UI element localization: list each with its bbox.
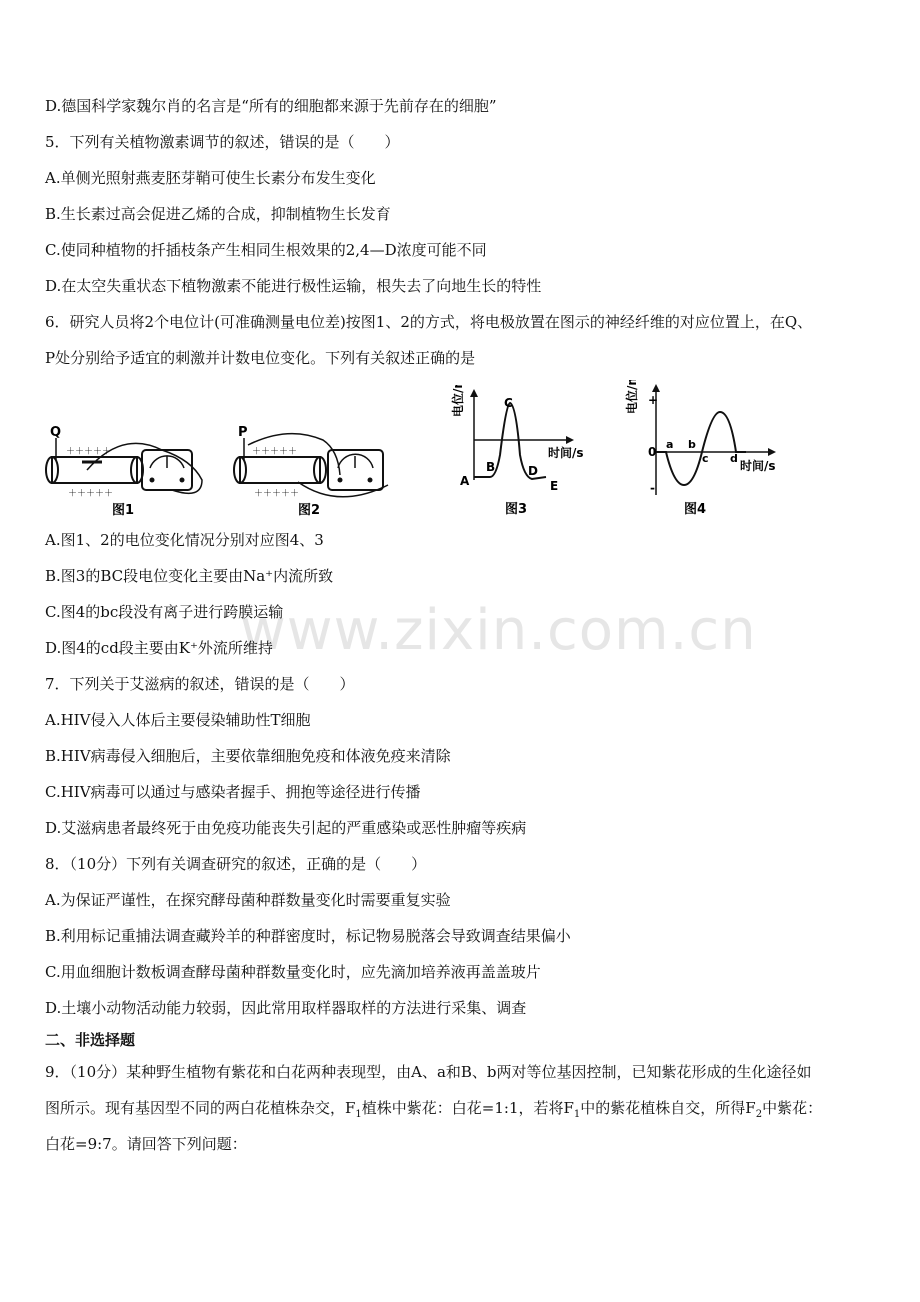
question-6-line1: 6．研究人员将2个电位计(可准确测量电位差)按图1、2的方式，将电极放置在图示的神经纤维的对应位置上，在Q、 [45,313,813,331]
ylabel-fig3: 电位/mV [451,385,465,417]
caption-fig1: 图1 [112,503,135,518]
option-8c: C.用血细胞计数板调查酵母菌种群数量变化时，应先滴加培养液再盖盖玻片 [45,963,541,981]
figure-2 [228,420,398,520]
caption-fig2: 图2 [298,503,321,518]
xlabel-fig4: 时间/s [740,459,776,473]
question-7: 7．下列关于艾滋病的叙述，错误的是（ ） [45,675,355,693]
svg-text:B: B [486,460,496,474]
svg-text:d: d [730,452,738,465]
option-5b: B.生长素过高会促进乙烯的合成，抑制植物生长发育 [45,205,391,223]
question-8: 8．（10分）下列有关调查研究的叙述，正确的是（ ） [45,855,427,873]
question-9-line2: 图所示。现有基因型不同的两白花植株杂交，$F_1$植株中紫花：白花=1:1，若将$F_1$中的紫花植株自交，所得$F_2$中紫花： [45,1099,823,1120]
svg-text:-: - [650,481,655,495]
caption-fig3: 图3 [505,502,528,517]
svg-text:C: C [504,396,513,410]
svg-text:＋＋＋＋＋: ＋＋＋＋＋ [66,447,112,457]
question-5: 5．下列有关植物激素调节的叙述，错误的是（ ） [45,133,400,151]
option-6c: C.图4的bc段没有离子进行跨膜运输 [45,603,284,621]
option-7c: C.HIV病毒可以通过与感染者握手、拥抱等途径进行传播 [45,783,421,801]
svg-text:＋＋＋＋＋: ＋＋＋＋＋ [252,447,298,457]
option-7b: B.HIV病毒侵入细胞后，主要依靠细胞免疫和体液免疫来清除 [45,747,451,765]
question-9-line1: 9．（10分）某种野生植物有紫花和白花两种表现型，由A、a和B、b两对等位基因控制，已知紫花形成的生化途径如 [45,1063,812,1081]
option-7d: D.艾滋病患者最终死于由免疫功能丧失引起的严重感染或恶性肿瘤等疾病 [45,819,527,837]
option-4d: D.德国科学家魏尔肖的名言是“所有的细胞都来源于先前存在的细胞” [45,97,497,115]
option-6d: D.图4的cd段主要由K⁺外流所维持 [45,639,273,657]
option-5c: C.使同种植物的扦插枝条产生相同生根效果的2,4—D浓度可能不同 [45,241,487,259]
option-5d: D.在太空失重状态下植物激素不能进行极性运输，根失去了向地生长的特性 [45,277,542,295]
figure-1 [42,420,207,520]
question-6-line2: P处分别给予适宜的刺激并计数电位变化。下列有关叙述正确的是 [45,349,476,367]
watermark: www.zixin.com.cn [240,598,757,663]
figure-3 [450,385,600,520]
xlabel-fig3: 时间/s [548,446,584,460]
figure-4 [622,380,792,520]
option-8a: A.为保证严谨性，在探究酵母菌种群数量变化时需要重复实验 [45,891,451,909]
svg-text:c: c [702,452,709,465]
option-7a: A.HIV侵入人体后主要侵染辅助性T细胞 [45,711,311,729]
svg-text:+: + [648,393,659,407]
option-6b: B.图3的BC段电位变化主要由Na⁺内流所致 [45,567,334,585]
stim-label-q: Q [50,425,62,440]
svg-text:D: D [528,464,538,478]
svg-text:E: E [550,479,559,493]
option-6a: A.图1、2的电位变化情况分别对应图4、3 [45,531,324,549]
option-8d: D.土壤小动物活动能力较弱，因此常用取样器取样的方法进行采集、调查 [45,999,527,1017]
svg-text:＋＋＋＋＋: ＋＋＋＋＋ [254,489,300,499]
svg-text:A: A [460,474,470,488]
svg-text:0: 0 [648,445,657,459]
question-9-line3: 白花=9:7。请回答下列问题： [45,1135,247,1153]
stim-label-p: P [238,425,248,440]
ylabel-fig4: 电位/mV [625,380,639,414]
option-5a: A.单侧光照射燕麦胚芽鞘可使生长素分布发生变化 [45,169,376,187]
caption-fig4: 图4 [684,502,707,517]
svg-text:＋＋＋＋＋: ＋＋＋＋＋ [68,489,114,499]
svg-text:b: b [688,438,696,451]
section-heading: 二、非选择题 [45,1031,136,1049]
svg-text:a: a [666,438,674,451]
option-8b: B.利用标记重捕法调查藏羚羊的种群密度时，标记物易脱落会导致调查结果偏小 [45,927,571,945]
